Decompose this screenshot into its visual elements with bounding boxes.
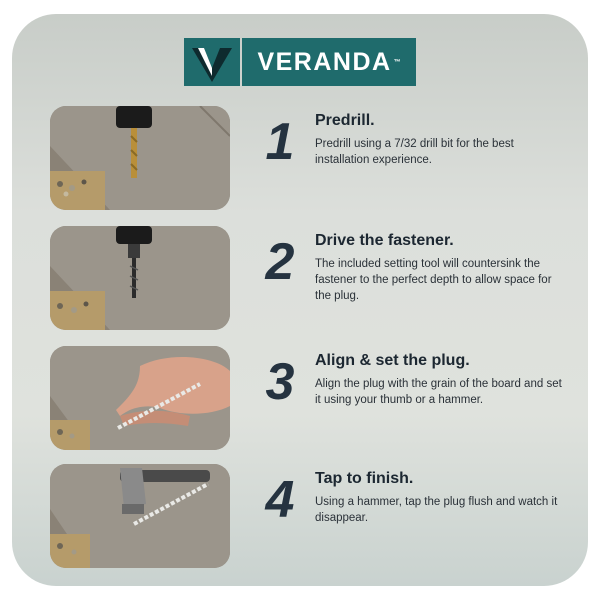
brand-name: VERANDA — [257, 47, 392, 76]
instruction-card — [12, 14, 588, 586]
step-title: Align & set the plug. — [315, 352, 470, 369]
step-title: Drive the fastener. — [315, 232, 454, 249]
step-title: Tap to finish. — [315, 470, 414, 487]
step-3 — [50, 346, 570, 454]
step-4-photo — [50, 464, 230, 568]
step-1-photo — [50, 106, 230, 210]
veranda-logo — [184, 38, 416, 86]
logo-mark-icon — [184, 38, 240, 86]
step-3-photo — [50, 346, 230, 450]
step-number: 4 — [265, 471, 295, 529]
step-description: Align the plug with the grain of the board and set it using your thumb or a hammer. — [315, 378, 562, 406]
step-description: Predrill using a 7/32 drill bit for the best installation experience. — [315, 138, 514, 166]
step-2-photo — [50, 226, 230, 330]
step-description: Using a hammer, tap the plug flush and watch it disappear. — [315, 496, 558, 524]
step-1 — [50, 106, 570, 214]
step-2 — [50, 226, 570, 334]
step-description: The included setting tool will countersink the fastener to the perfect depth to allow space for the plug. — [315, 258, 552, 302]
step-number: 2 — [265, 233, 295, 291]
trademark: ™ — [393, 58, 401, 66]
step-title: Predrill. — [315, 112, 375, 129]
step-number: 1 — [265, 113, 295, 171]
step-number: 3 — [265, 353, 295, 411]
brand-wordmark — [242, 38, 416, 86]
step-4 — [50, 464, 570, 572]
